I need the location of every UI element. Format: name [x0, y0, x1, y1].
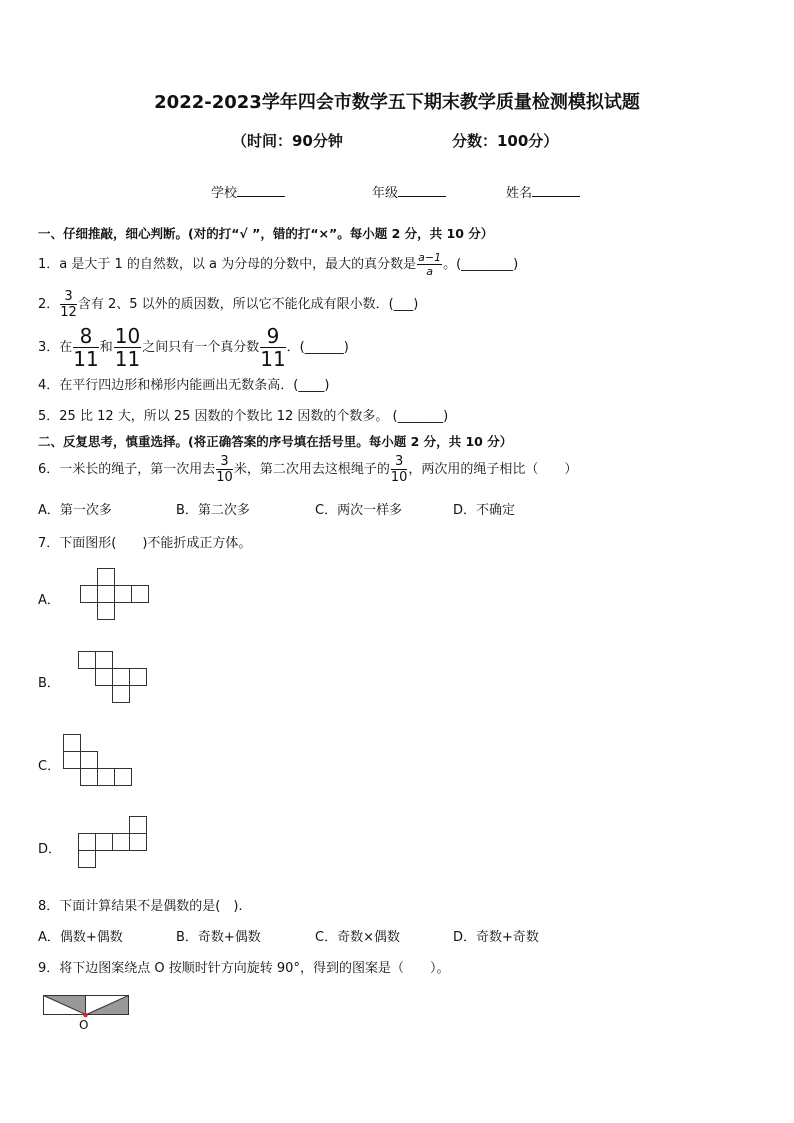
grade-label: 年级	[372, 186, 399, 201]
q8-option-b[interactable]: B．奇数+偶数	[176, 930, 261, 945]
question-9: 9．将下边图案绕点 O 按顺时针方向旋转 90°，得到的图案是（ ）。	[38, 961, 450, 976]
page-title: 2022-2023学年四会市数学五下期末教学质量检测模拟试题	[154, 92, 640, 113]
q7-label-c[interactable]: C．	[38, 759, 61, 774]
q7-label-a[interactable]: A．	[38, 593, 60, 608]
school-field[interactable]	[211, 182, 285, 201]
rotation-point-label: O	[79, 1018, 89, 1032]
fraction: $\frac{10}{11}$	[114, 324, 141, 371]
school-label: 学校	[211, 186, 238, 201]
q7-label-b[interactable]: B．	[38, 676, 60, 691]
question-8: 8．下面计算结果不是偶数的是( ).	[38, 899, 243, 914]
question-4: 4．在平行四边形和梯形内能画出无数条高．(____)	[38, 378, 330, 393]
net-figure-a	[80, 568, 152, 626]
question-5: 5．25 比 12 大，所以 25 因数的个数比 12 因数的个数多。 (_______)	[38, 409, 449, 424]
time-label: （时间：90分钟	[232, 132, 343, 150]
net-figure-c	[63, 734, 138, 792]
question-6: 6．一米长的绳子，第一次用去 $\frac{3}{10}$ 米，第二次用去这根绳子的 $\frac{3}{10}$ ，两次用的绳子相比（ ）	[38, 454, 578, 485]
net-figure-d	[78, 816, 153, 874]
section2-header: 二、反复思考，慎重选择。(将正确答案的序号填在括号里。每小题 2 分，共 10 分）	[38, 434, 513, 449]
score-label: 分数：100分）	[452, 132, 559, 150]
q6-option-c[interactable]: C．两次一样多	[315, 503, 403, 518]
q8-option-a[interactable]: A．偶数+偶数	[38, 930, 123, 945]
question-3: 3．在 $\frac{8}{11}$ 和 $\frac{10}{11}$ 之间只有一个真分数 $\frac{9}{11}$ ．(______)	[38, 324, 349, 371]
fraction: $\frac{a-1}{a}$	[418, 251, 442, 278]
grade-field[interactable]	[372, 182, 446, 201]
net-figure-b	[78, 651, 153, 711]
fraction: $\frac{9}{11}$	[260, 324, 286, 371]
fraction: $\frac{8}{11}$	[73, 324, 99, 371]
question-7: 7．下面图形( )不能折成正方体。	[38, 536, 252, 551]
name-label: 姓名	[506, 186, 533, 201]
fraction: $\frac{3}{12}$	[60, 289, 77, 320]
q6-option-a[interactable]: A．第一次多	[38, 503, 112, 518]
question-2: 2． $\frac{3}{12}$ 含有 2、5 以外的质因数，所以它不能化成有限小数．(___)	[38, 289, 419, 320]
fraction: $\frac{3}{10}$	[216, 454, 233, 485]
section1-header: 一、仔细推敲，细心判断。(对的打“√ ”，错的打“×”。每小题 2 分，共 10 分）	[38, 226, 494, 241]
q7-label-d[interactable]: D．	[38, 842, 62, 857]
fraction: $\frac{3}{10}$	[390, 454, 408, 485]
q8-option-c[interactable]: C．奇数×偶数	[315, 930, 400, 945]
question-1: 1．a 是大于 1 的自然数，以 a 为分母的分数中，最大的真分数是 $\frac{a-1}{a}$ 。(________)	[38, 251, 519, 278]
name-field[interactable]	[506, 182, 580, 201]
q8-option-d[interactable]: D．奇数+奇数	[453, 930, 539, 945]
q6-option-d[interactable]: D．不确定	[453, 503, 516, 518]
q6-option-b[interactable]: B．第二次多	[176, 503, 250, 518]
